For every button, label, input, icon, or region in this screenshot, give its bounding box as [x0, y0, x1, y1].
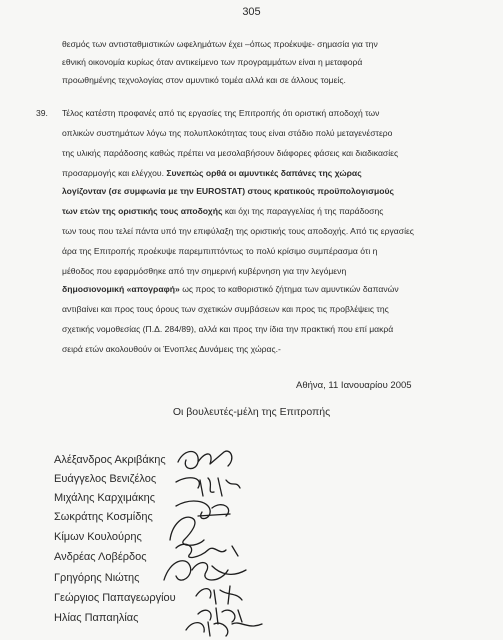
bold-text-line: λογίζονταν (σε συμφωνία με την EUROSTAT) στους κρατικούς προϋπολογισμούς	[62, 186, 394, 196]
signatory-name: Ανδρέας Λοβέρδος	[54, 551, 147, 563]
text-line: οπλικών συστημάτων λόγω της πολυπλοκότητας τους είναι στάδιο πολύ μεταγενέστερο	[62, 128, 393, 138]
signature-7	[196, 586, 242, 604]
text-line: αντιβαίνει και προς τους όρους των σχετικών συμβάσεων και προς τις προβλέψεις της	[62, 304, 389, 314]
signatory-name: Ηλίας Παπαηλίας	[54, 612, 139, 624]
signatory-name: Γρηγόρης Νιώτης	[54, 572, 140, 584]
signatory-name: Κίμων Κουλούρης	[54, 531, 142, 543]
text-line: θεσμός των αντισταθμιστικών ωφελημάτων έχει –όπως προέκυψε- σημασία για την	[62, 39, 378, 49]
signature-8	[198, 608, 242, 624]
bold-text: των ετών της οριστικής τους αποδοχής	[62, 206, 223, 216]
signature-9	[186, 622, 262, 636]
date-line: Αθήνα, 11 Ιανουαρίου 2005	[296, 380, 412, 391]
text-span: και όχι της παραγγελίας ή της παράδοσης	[224, 206, 384, 216]
page-number: 305	[242, 6, 261, 18]
text-line: σχετικής νομοθεσίας (Π.Δ. 284/89), αλλά και προς την ίδια την πρακτική που επί μακρά	[62, 324, 394, 334]
text-line: της υλικής παράδοσης καθώς πρέπει να μεσολαβήσουν διάφορες φάσεις και διαδικασίες	[62, 148, 399, 158]
paragraph-number: 39.	[36, 108, 48, 118]
text-line: προωθημένης τεχνολογίας στον αμυντικό τομέα αλλά και σε άλλους τομείς.	[62, 75, 346, 85]
text-line: άρα της Επιτροπής προέκυψε παρεμπιπτόντως το πολύ κρίσιμο συμπέρασμα ότι η	[62, 246, 378, 256]
bold-text: Συνεπώς ορθά οι αμυντικές δαπάνες της χώρας	[166, 168, 362, 178]
signatories-heading: Οι βουλευτές-μέλη της Επιτροπής	[172, 406, 331, 418]
signature-2	[176, 478, 240, 496]
text-line: μέθοδος που εφαρμόσθηκε από την σημερινή κυβέρνηση για την λεγόμενη	[62, 266, 347, 276]
signature-1	[178, 451, 232, 468]
signatory-name: Γεώργιος Παπαγεωργίου	[54, 592, 176, 604]
text-span: ως προς το καθοριστικό ζήτημα των αμυντικών δαπανών	[182, 284, 399, 294]
signature-4	[170, 514, 230, 545]
text-line: των τους που τελεί πάντα υπό την επιφύλαξη της οριστικής τους αποδοχής. Από τις εργασίες	[62, 226, 414, 236]
text-line: εθνική οικονομία κυρίως όταν αντικείμενο των προγραμμάτων είναι η μεταφορά	[62, 57, 363, 67]
signature-5	[176, 544, 238, 557]
text-line: σειρά ετών ακολουθούν οι Ένοπλες Δυνάμεις της χώρας.-	[62, 344, 281, 354]
bold-text: δημοσιονομική «απογραφή»	[62, 284, 180, 294]
signatory-name: Σωκράτης Κοσμίδης	[54, 511, 153, 523]
signatory-name: Ευάγγελος Βενιζέλος	[54, 473, 157, 485]
signatory-name: Μιχάλης Καρχιμάκης	[54, 492, 156, 504]
signature-6	[164, 561, 246, 580]
text-line: Τέλος κατέστη προφανές από τις εργασίες της Επιτροπής ότι οριστική αποδοχή των	[62, 108, 380, 118]
text-span: προσαρμογής και ελέγχου.	[62, 168, 164, 178]
signatory-name: Αλέξανδρος Ακριβάκης	[54, 454, 166, 466]
